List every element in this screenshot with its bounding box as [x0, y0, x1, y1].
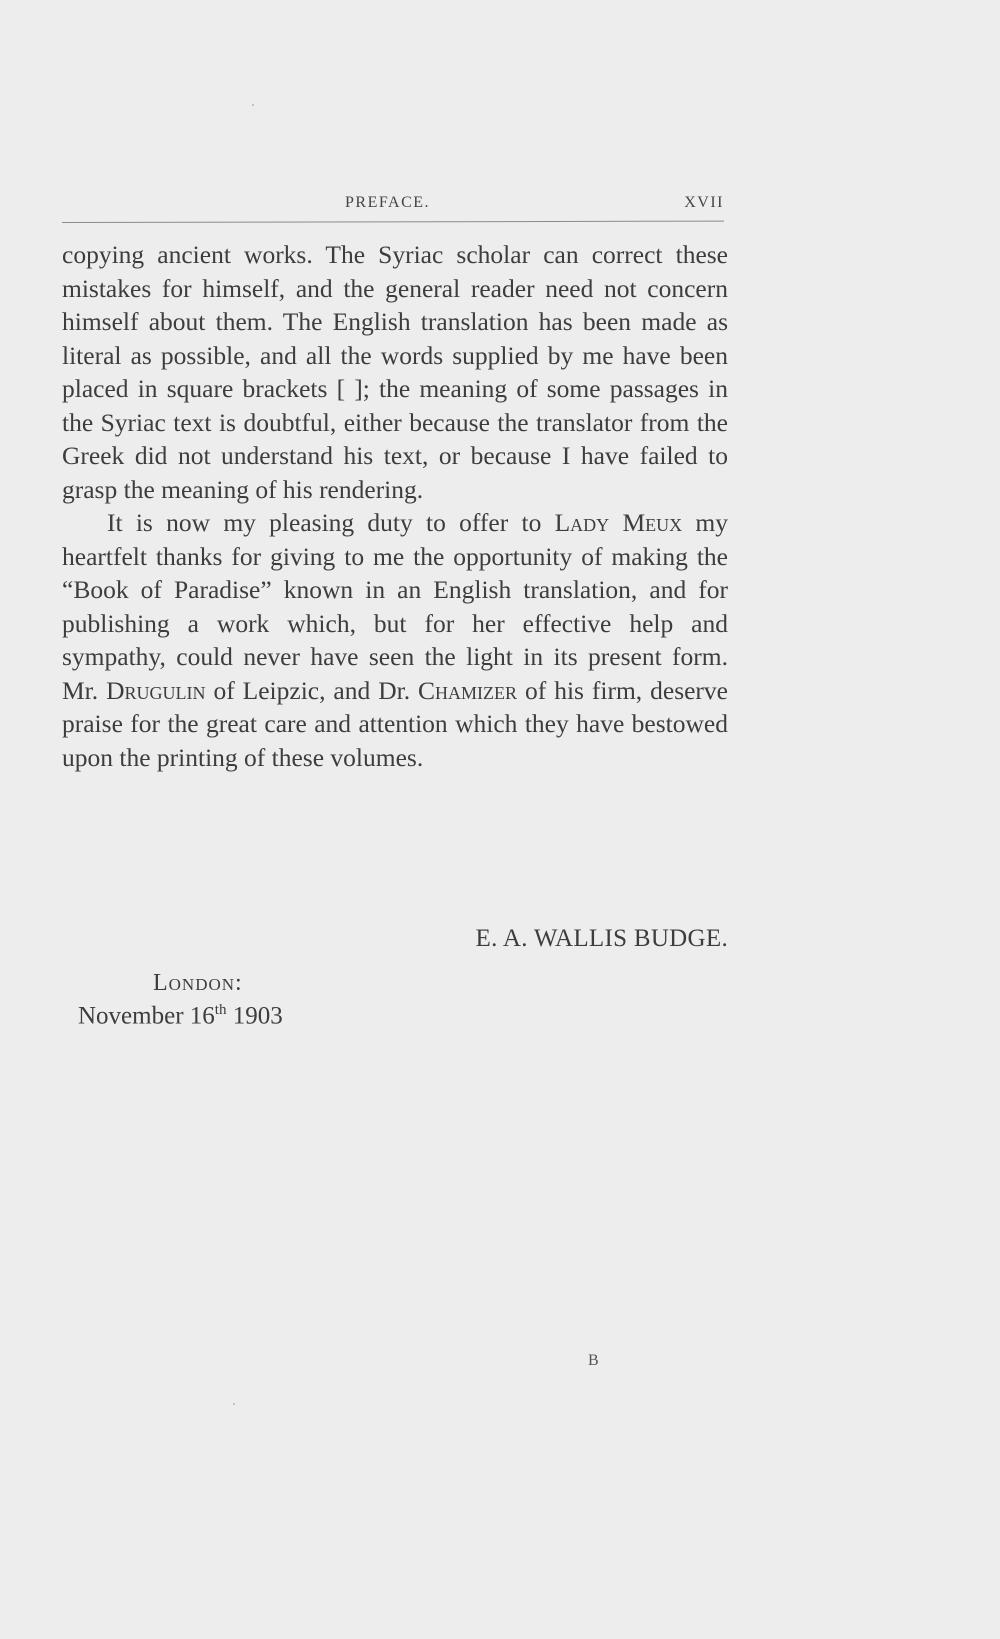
place-line: London: — [153, 970, 243, 996]
paragraph-1: copying ancient works. The Syriac scholar can correct these mistakes for himself, and the general reader need not concern himself about them. The English translation has been made as literal as possible, and all the words supplied by me have been placed in square brackets [ ]; the meaning of some passages in the Syriac text is doubtful, either because the translator from the Greek did not understand his text, or because I have failed to grasp the meaning of his rendering. — [62, 240, 728, 504]
name-drugulin: Drugulin — [106, 675, 206, 705]
date-line — [78, 1002, 283, 1030]
paragraph-2-part-1: It is now my pleasing duty to offer to — [107, 508, 555, 537]
running-head — [62, 190, 724, 218]
name-chamizer: Chamizer — [418, 675, 518, 705]
paragraph-2-part-2: my heartfelt thanks for giving to me the opportunity of making the “Book of Paradise” known in an English translation, and for publishing a work which, but for her effective help and sympathy, could never have seen the light in its present form. Mr. — [62, 508, 728, 705]
date-ordinal: th — [214, 1002, 227, 1018]
paragraph-2-part-4: of his firm, deserve praise for the great care and attention which they have bestowed upon the printing of these volumes. — [62, 675, 728, 772]
running-title: PREFACE. — [345, 194, 431, 211]
paper-speck — [233, 1403, 235, 1405]
date-prefix: November 16 — [78, 1002, 215, 1030]
header-rule — [62, 221, 724, 223]
name-lady-meux: Lady Meux — [554, 508, 683, 537]
paragraph-2 — [62, 506, 728, 774]
date-year: 1903 — [226, 1002, 283, 1030]
paragraph-2-part-3: of Leipzic, and Dr. — [205, 675, 419, 705]
page-number: XVII — [684, 194, 724, 211]
paper-speck — [252, 104, 254, 106]
signature-mark: B — [588, 1352, 599, 1369]
author-signature: E. A. WALLIS BUDGE. — [475, 925, 728, 952]
preface-text — [62, 238, 728, 774]
